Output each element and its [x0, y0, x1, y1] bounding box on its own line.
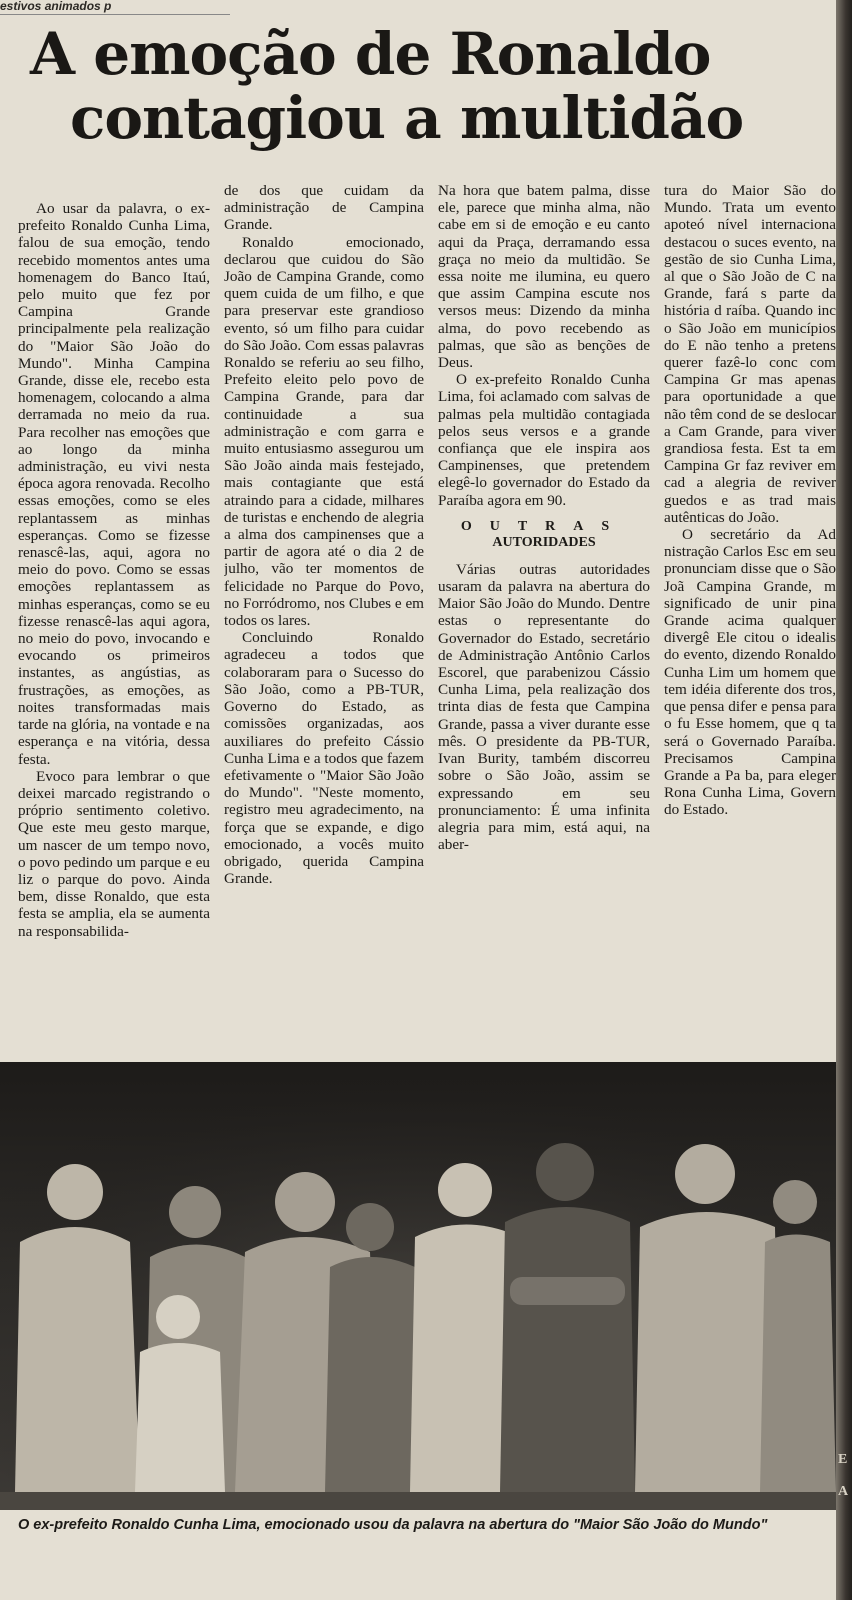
article-column-1 — [18, 200, 210, 1076]
adjacent-page-edge — [836, 0, 852, 1600]
photo-caption: O ex-prefeito Ronaldo Cunha Lima, emocionado usou da palavra na abertura do "Maior São João do Mundo" — [18, 1517, 768, 1533]
article-column-4 — [664, 182, 836, 1058]
headline-line-1: A emoção de Ronaldo — [30, 20, 711, 88]
section-kicker: estivos animados p — [0, 0, 230, 15]
paragraph: tura do Maior São do Mundo. Trata um evento apoteó nível internaciona destacou o suces evento, na gestão de sio Cunha Lima, al que o São João de C na Grande, fará s parte da história d raíba. Quando inc o São João em municípios do E não tenho a pretens querer fazê-lo conc com Campina Gr mas apenas para oportunidade a que não têm cond de se deslocar a Cam Grande, para viver grandiosa festa. Est ta em Campina Gr faz reviver em cad a alegria de reviver guedos e as trad mais autênticas do João. — [664, 182, 836, 526]
headline — [30, 22, 836, 150]
subheading — [438, 519, 650, 551]
subheading-main: AUTORIDADES — [492, 534, 596, 550]
paragraph: Ronaldo emocionado, declarou que cuidou do São João de Campina Grande, como quem cuida de um filho, e que para preservar este grandioso evento, só um filho para cuidar do São João. Com essas palavras Ronaldo se referiu ao seu filho, Prefeito eleito pelo povo de Campina Grande, para dar continuidade a sua administração e com garra e muito entusiasmo assegurou um São João ainda mais festejado, mais contagiante que está atraindo para a cidade, milhares de turistas e enchendo de alegria a alma dos campinenses que a partir de agora até o dia 2 de julho, vão ter momentos de felicidade no Parque do Povo, no Forródromo, nos Clubes e em todos os lares. — [224, 233, 424, 630]
crowd-photo-illustration — [0, 1062, 836, 1510]
paragraph: Várias outras autoridades usaram da palavra na abertura do Maior São João do Mundo. Dentre estas o representante do Governador do Estado, secretário de Administração Antônio Carlos Escorel, que parabenizou Cássio Cunha Lima, pela realização dos trinta dias de festa que Campina Grande, passa a viver durante esse mês. O presidente da PB-TUR, Ivan Burity, também discorreu sobre o São João, assim se expressando em seu pronunciamento: É uma infinita alegria para mim, está aqui, na aber- — [438, 560, 650, 854]
edge-letter: A — [838, 1484, 849, 1499]
news-photo — [0, 1062, 836, 1510]
paragraph: de dos que cuidam da administração de Campina Grande. — [224, 182, 424, 234]
article-column-3 — [438, 182, 650, 1058]
paragraph: Concluindo Ronaldo agradeceu a todos que colaboraram para o Sucesso do São João, como a PB-TUR, Governo do Estado, as comissões organizadas, aos auxiliares do prefeito Cássio Cunha Lima e a todos que fazem efetivamente o "Maior São João do Mundo". "Neste momento, registro meu agradecimento, na força que se expande, e digo emocionado, a vocês muito obrigado, querida Campina Grande. — [224, 629, 424, 888]
paragraph: Evoco para lembrar o que deixei marcado registrando o próprio sentimento coletivo. Que este meu gesto marque, um nascer de um tempo novo, o povo pedindo um parque e eu liz o parque do povo. Ainda bem, disse Ronaldo, que esta festa se amplia, ela se aumenta na responsabilida- — [18, 767, 210, 940]
paragraph: Na hora que batem palma, disse ele, parece que minha alma, não cabe em si de emoção e eu canto aqui da Praça, derramando essa graça no meio da multidão. Se essa noite me ilumina, eu quero que assim Campina escute nos versos meus: Dizendo da minha alma, do povo recebendo as palmas, que são as benções de Deus. — [438, 182, 650, 372]
paragraph: Ao usar da palavra, o ex-prefeito Ronaldo Cunha Lima, falou de sua emoção, tendo recebido momentos antes uma homenagem do Banco Itaú, pelo muito que fez por Campina Grande principalmente pela realização do "Maior São João do Mundo". Minha Campina Grande, disse ele, recebo esta homenagem, colocando a alma derramada no meio da rua. Para recolher nas emoções que ao longo da minha administração, eu vivi nesta época agora renovada. Recolho essas emoções, como se eles replantassem as minhas esperanças. Como se fizesse renascê-las, aqui, agora no meio do povo. Como se essas emoções replantassem as minhas esperanças, como se eu fizesse renascê-las aqui agora, no meio do povo, invocando e evocando os primeiros instantes, as angústias, as frustrações, as emoções, as noites transformadas mais tarde na glória, na vontade e na esperança e na vitória, dessa festa. — [18, 200, 210, 768]
headline-line-2: contagiou a multidão — [70, 84, 744, 152]
article-body — [18, 182, 836, 1058]
article-column-2 — [224, 182, 424, 1058]
subheading-spaced: OUTRAS — [460, 518, 628, 534]
paragraph: O secretário da Ad nistração Carlos Esc em seu pronunciam disse que o São Joã Campina Grande, m significado de unir pina Grande acima qualquer divergê Ele citou o idealis do evento, dizendo Ronaldo Cunha Lim um homem que tem idéia diferente dos tros, que pensa difer e pensa para o fu Esse homem, que q ta será o Governado Paraíba. Precisamos Campina Grande a Pa ba, para eleger Rona Cunha Lima, Govern do Estado. — [664, 526, 836, 819]
edge-letter: E — [838, 1452, 848, 1467]
paragraph: O ex-prefeito Ronaldo Cunha Lima, foi aclamado com salvas de palmas pela multidão contagiada pelos seus versos e a grande confiança que ele inspira aos Campinenses, que pretendem elegê-lo governador do Estado da Paraíba agora em 90. — [438, 371, 650, 509]
